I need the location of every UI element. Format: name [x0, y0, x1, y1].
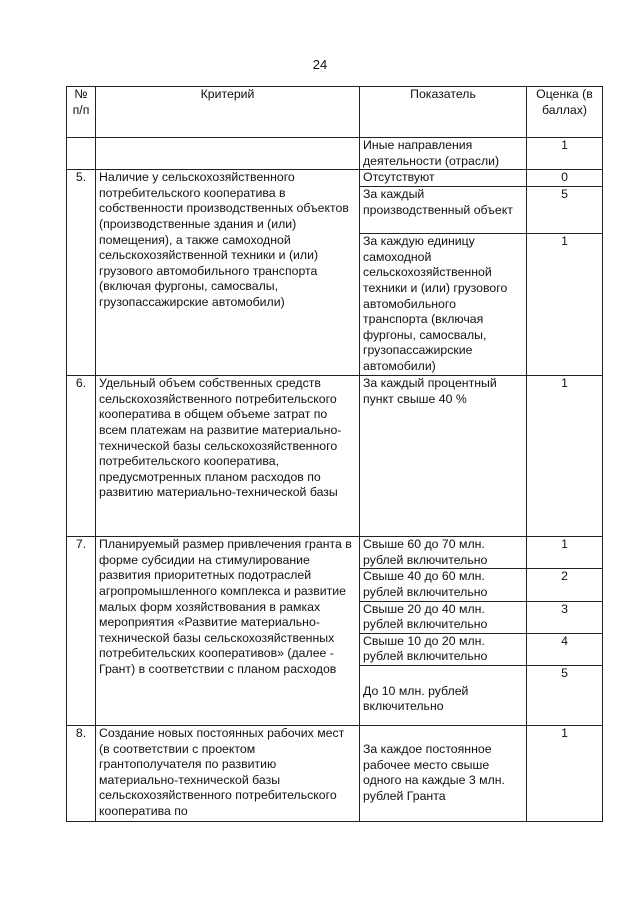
- row-criterion: [96, 138, 360, 170]
- row-indicator: Иные направления деятельности (отрасли): [360, 138, 527, 170]
- criteria-table: [66, 86, 603, 822]
- row-criterion: Удельный объем собственных средств сельскохозяйственного потребительского кооператива в общем объеме затрат по всем платежам на развитие материально-технической базы сельскохозяйственного потребительского кооператива, предусмотренных планом расходов по развитию материально-технической базы: [96, 376, 360, 537]
- table-row: [67, 170, 603, 187]
- row-criterion: Планируемый размер привлечения гранта в форме субсидии на стимулирование развития приоритетных подотраслей агропромышленного комплекса и развитие малых форм хозяйствования в рамках мероприятия «Развитие материально-технической базы сельскохозяйственных потребительских кооперативов» (далее - Грант) в соответствии с планом расходов: [96, 537, 360, 726]
- table-row: [67, 725, 603, 821]
- row-criterion: Наличие у сельскохозяйственного потребительского кооператива в собственности производственных объектов (производственные здания и (или) помещения), а также самоходной сельскохозяйственной техники и (или) грузового автомобильного транспорта (включая фургоны, самосвалы, грузопассажирские автомобили): [96, 170, 360, 376]
- table-row: [67, 138, 603, 170]
- row-criterion: Создание новых постоянных рабочих мест (в соответствии с проектом грантополучателя по развитию материально-технической базы сельскохозяйственного потребительского кооператива по: [96, 725, 360, 821]
- table-header-row: [67, 87, 603, 138]
- row-score: 2: [527, 569, 603, 601]
- row-num: 6.: [67, 376, 96, 537]
- row-score: 1: [527, 376, 603, 537]
- page-number: 24: [312, 57, 328, 72]
- row-score: 1: [527, 725, 603, 821]
- row-indicator: За каждый процентный пункт свыше 40 %: [360, 376, 527, 537]
- row-score: 0: [527, 170, 603, 187]
- row-score: 1: [527, 234, 603, 376]
- row-indicator: Свыше 10 до 20 млн. рублей включительно: [360, 633, 527, 665]
- row-num: [67, 138, 96, 170]
- row-indicator: Свыше 20 до 40 млн. рублей включительно: [360, 601, 527, 633]
- row-score: 1: [527, 537, 603, 569]
- header-criterion: Критерий: [96, 87, 360, 138]
- row-num: 7.: [67, 537, 96, 726]
- row-score: 3: [527, 601, 603, 633]
- row-score: 1: [527, 138, 603, 170]
- row-indicator: Отсутствуют: [360, 170, 527, 187]
- header-score: Оценка (в баллах): [527, 87, 603, 138]
- table-row: [67, 537, 603, 569]
- row-num: 8.: [67, 725, 96, 821]
- header-indicator: Показатель: [360, 87, 527, 138]
- row-score: 5: [527, 187, 603, 234]
- header-num: № п/п: [67, 87, 96, 138]
- row-indicator: За каждую единицу самоходной сельскохозяйственной техники и (или) грузового автомобильного транспорта (включая фургоны, самосвалы, грузопассажирские автомобили): [360, 234, 527, 376]
- row-indicator: До 10 млн. рублей включительно: [360, 665, 527, 725]
- row-indicator: За каждое постоянное рабочее место свыше одного на каждые 3 млн. рублей Гранта: [360, 725, 527, 821]
- row-indicator: За каждый производственный объект: [360, 187, 527, 234]
- row-score: 5: [527, 665, 603, 725]
- row-indicator: Свыше 40 до 60 млн. рублей включительно: [360, 569, 527, 601]
- row-indicator: Свыше 60 до 70 млн. рублей включительно: [360, 537, 527, 569]
- table-row: [67, 376, 603, 537]
- row-score: 4: [527, 633, 603, 665]
- row-num: 5.: [67, 170, 96, 376]
